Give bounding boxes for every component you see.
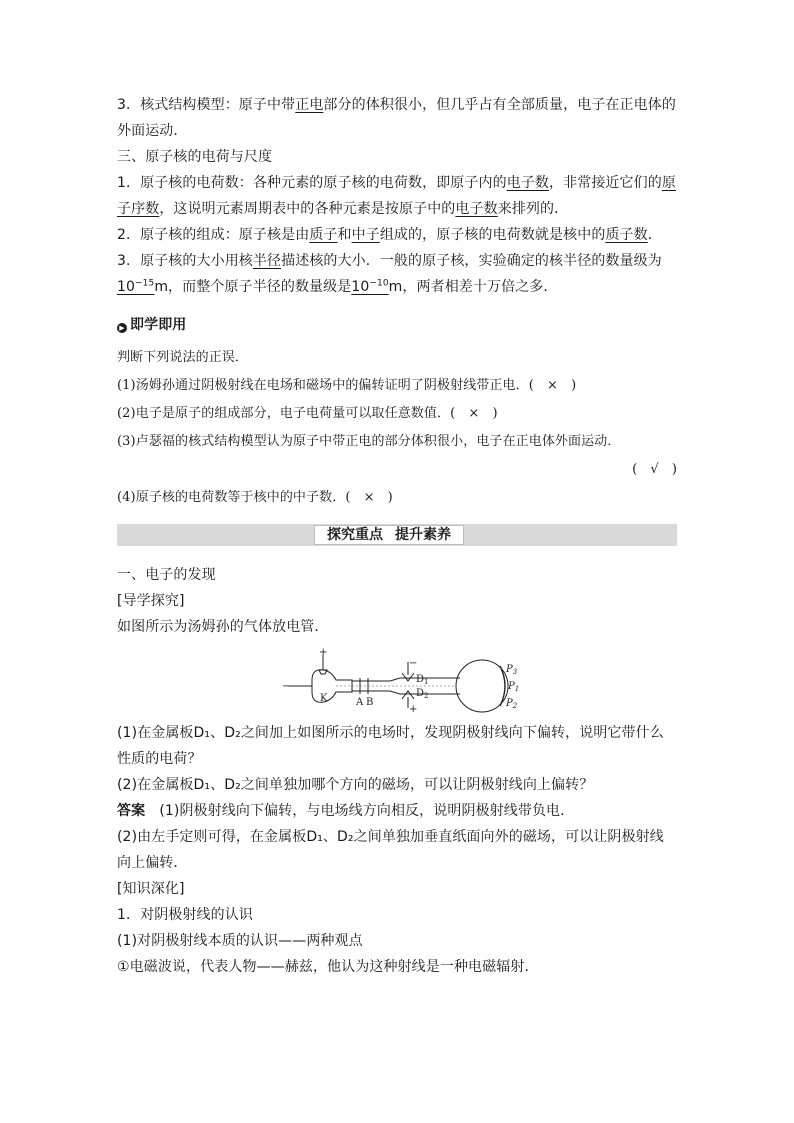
answer-2: (2)由左手定则可得，在金属板D₁、D₂之间单独加垂直纸面向外的磁场，可以让阴极射线向上偏转． xyxy=(117,829,664,871)
text: 1．原子核的电荷数：各种元素的原子核的电荷数，即原子内的 xyxy=(117,175,507,191)
text: m，而整个原子半径的数量级是 xyxy=(154,279,352,295)
document-page xyxy=(117,92,677,980)
text: 2．原子核的组成：原子核是由 xyxy=(117,227,310,243)
atomic-radius-value xyxy=(351,279,388,295)
guide-label: [导学探究] xyxy=(117,593,185,609)
text: 和 xyxy=(337,227,352,243)
underlined-term: 正电 xyxy=(295,97,324,113)
base: 10 xyxy=(351,279,370,295)
minus-label: − xyxy=(282,681,291,692)
knowledge-item-1-1-a: ①电磁波说，代表人物——赫兹，他认为这种射线是一种电磁辐射． xyxy=(117,959,539,975)
text: 组成的，原子核的电荷数就是核中的 xyxy=(379,227,606,243)
play-icon: ▶ xyxy=(117,323,127,333)
text: ，非常接近它们的 xyxy=(549,175,662,191)
charge-item xyxy=(117,170,677,222)
discharge-tube-diagram xyxy=(282,648,522,716)
underlined-term: 原子序数 xyxy=(117,175,676,217)
quick-use-title: 即学即用 xyxy=(130,317,187,333)
label-a: A xyxy=(356,697,364,708)
quick-item-3: (3)卢瑟福的核式结构模型认为原子中带正电的部分体积很小，电子在正电体外面运动． xyxy=(117,434,621,449)
knowledge-item-1-1: (1)对阴极射线本质的认识——两种观点 xyxy=(117,933,363,949)
deepen-label: [知识深化] xyxy=(117,881,185,897)
text: 3．核式结构模型：原子中带 xyxy=(117,97,296,113)
quick-item-1: (1)汤姆孙通过阴极射线在电场和磁场中的偏转证明了阴极射线带正电．( × ) xyxy=(117,378,577,393)
part-heading: 一、电子的发现 xyxy=(117,567,216,583)
answer-label: 答案 xyxy=(117,803,146,819)
composition-item xyxy=(117,222,677,248)
text: m，两者相差十万倍之多． xyxy=(388,279,558,295)
quick-use-list xyxy=(117,344,677,512)
section-banner xyxy=(117,524,677,546)
question-2: (2)在金属板D₁、D₂之间单独加哪个方向的磁场，可以让阴极射线向上偏转？ xyxy=(117,777,594,793)
plate-plus-label: + xyxy=(409,704,418,715)
base: 10 xyxy=(117,279,136,295)
exponent: −15 xyxy=(135,278,155,289)
quick-item-4: (4)原子核的电荷数等于核中的中子数．( × ) xyxy=(117,490,393,505)
cathode-k-label: K xyxy=(320,693,328,704)
banner-right-text: 提升素养 xyxy=(395,527,451,543)
text: ，这说明元素周期表中的各种元素是按原子中的 xyxy=(159,201,456,217)
knowledge-item-1: 1．对阴极射线的认识 xyxy=(117,907,253,923)
underlined-term: 质子数 xyxy=(605,227,648,243)
p2-label: $P_2$ xyxy=(506,698,518,710)
quick-use-heading xyxy=(117,312,677,338)
banner-left-text: 探究重点 xyxy=(327,527,383,543)
text: 部分的体积很小，但几乎占有全部质量，电子在正电体的外面运动． xyxy=(117,97,676,139)
plate-minus-label: − xyxy=(409,658,418,669)
d1-label: $D_1$ xyxy=(416,674,429,686)
quick-item-3-answer: ( √ ) xyxy=(632,462,677,477)
text: 来排列的． xyxy=(497,201,569,217)
answer-text: (1)阴极射线向下偏转，与电场线方向相反，说明阴极射线带负电． xyxy=(159,803,575,819)
underlined-term: 电子数 xyxy=(455,201,498,217)
plus-label: + xyxy=(319,648,328,658)
p3-label: $P_3$ xyxy=(506,664,518,676)
p1-label: $P_1$ xyxy=(508,681,520,693)
nuclear-model-item xyxy=(117,92,677,144)
nuclear-radius-value xyxy=(117,279,154,295)
section-heading: 三、原子核的电荷与尺度 xyxy=(117,149,273,165)
quick-use-intro: 判断下列说法的正误． xyxy=(117,350,249,365)
underlined-term: 中子 xyxy=(351,227,380,243)
underlined-term: 质子 xyxy=(309,227,338,243)
size-item xyxy=(117,248,677,300)
question-1: (1)在金属板D₁、D₂之间加上如图所示的电场时，发现阴极射线向下偏转，说明它带什么性质的电荷？ xyxy=(117,725,664,767)
d2-label: $D_2$ xyxy=(416,688,429,700)
text: 3．原子核的大小用核 xyxy=(117,253,253,269)
banner-label xyxy=(314,525,464,545)
figure-intro: 如图所示为汤姆孙的气体放电管． xyxy=(117,619,329,635)
label-b: B xyxy=(366,697,374,708)
answer-1 xyxy=(117,798,677,824)
discharge-tube-figure xyxy=(117,648,677,716)
exponent: −10 xyxy=(369,278,389,289)
text: ． xyxy=(647,227,662,243)
underlined-term: 电子数 xyxy=(506,175,550,191)
text: 描述核的大小．一般的原子核，实验确定的核半径的数量级为 xyxy=(281,253,662,269)
underlined-term: 半径 xyxy=(252,253,282,269)
quick-item-2: (2)电子是原子的组成部分，电子电荷量可以取任意数值．( × ) xyxy=(117,406,498,421)
